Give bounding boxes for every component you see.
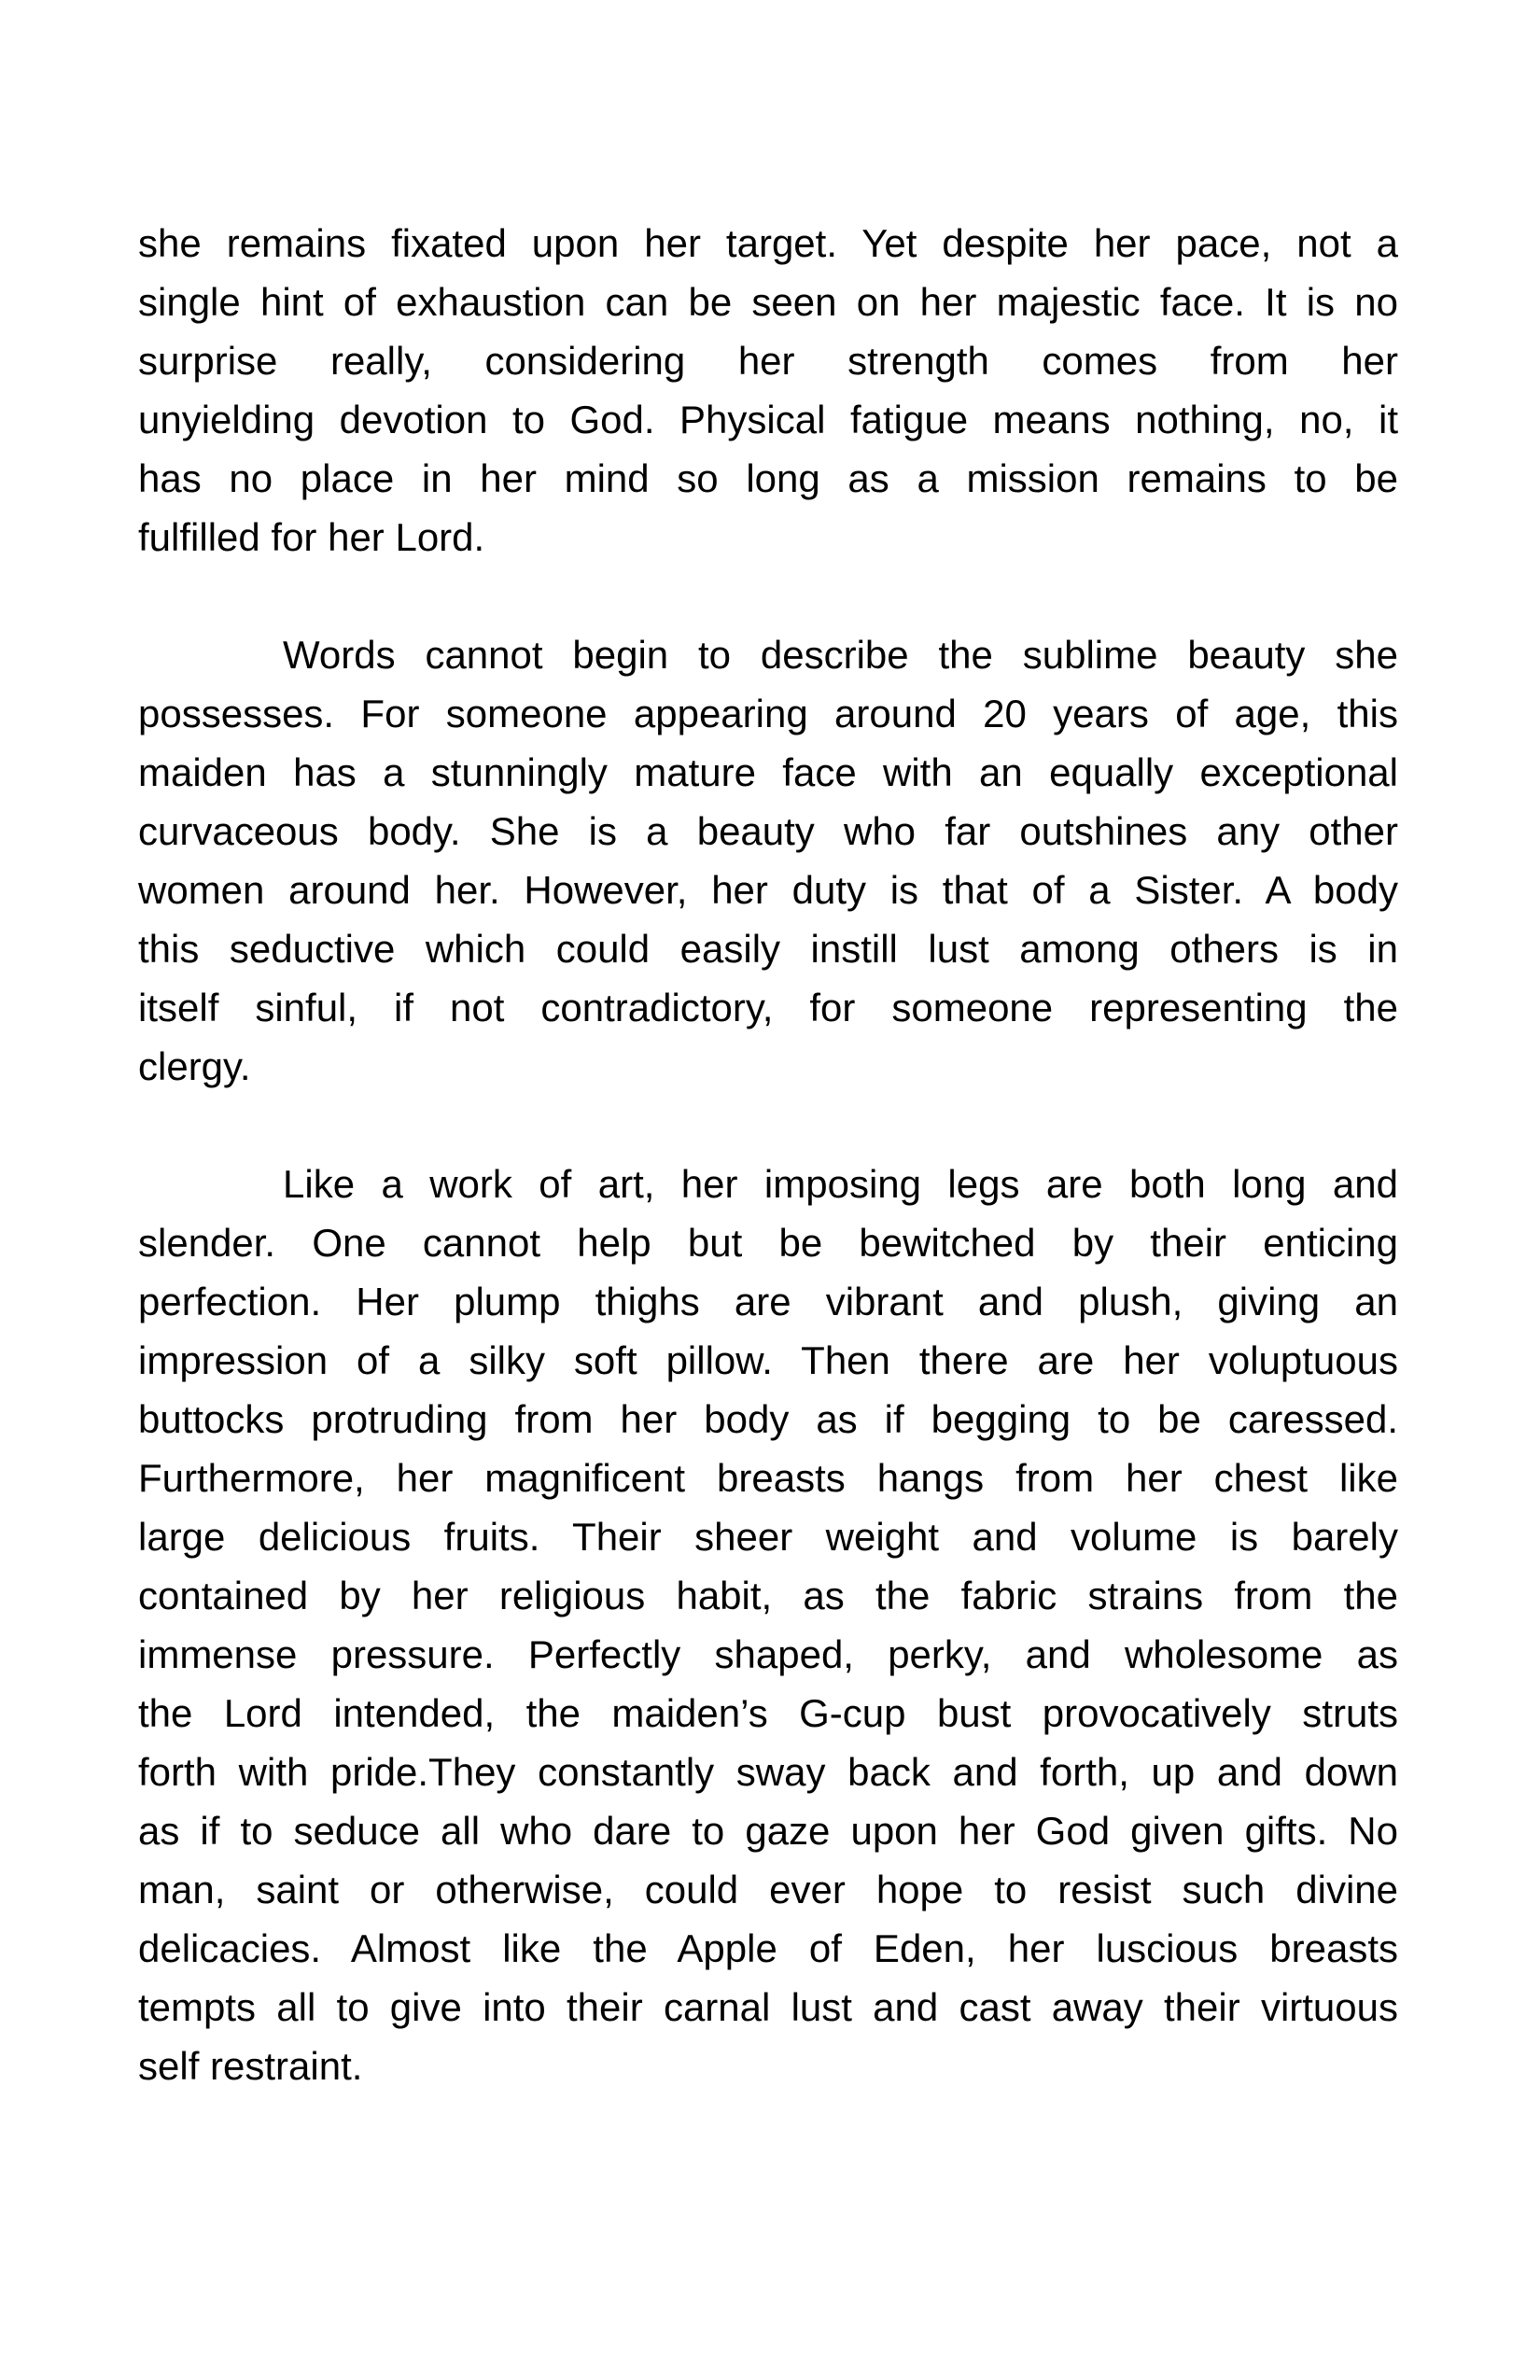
text-line: contained by her religious habit, as the fabric strains from the	[138, 1574, 1398, 1617]
text-line: this seductive which could easily instill lust among others is in	[138, 927, 1398, 971]
text-line: forth with pride.They constantly sway back and forth, up and down	[138, 1750, 1398, 1794]
text-line: possesses. For someone appearing around 20 years of age, this	[138, 692, 1398, 735]
text-line: itself sinful, if not contradictory, for someone representing the	[138, 986, 1398, 1029]
paragraph	[138, 214, 1398, 567]
text-line: Furthermore, her magnificent breasts hangs from her chest like	[138, 1456, 1398, 1500]
text-line: perfection. Her plump thighs are vibrant and plush, giving an	[138, 1280, 1398, 1323]
text-line: single hint of exhaustion can be seen on her majestic face. It is no	[138, 280, 1398, 324]
text-line: immense pressure. Perfectly shaped, perky, and wholesome as	[138, 1632, 1398, 1676]
paragraph	[138, 1155, 1398, 2095]
text-line: self restraint.	[138, 2044, 363, 2088]
text-line: surprise really, considering her strength comes from her	[138, 339, 1398, 383]
text-line: Words cannot begin to describe the sublime beauty she	[283, 633, 1398, 677]
text-line: curvaceous body. She is a beauty who far outshines any other	[138, 809, 1398, 853]
text-line: women around her. However, her duty is that of a Sister. A body	[138, 868, 1398, 912]
text-line: Like a work of art, her imposing legs are both long and	[283, 1162, 1398, 1206]
text-line: unyielding devotion to God. Physical fatigue means nothing, no, it	[138, 398, 1398, 441]
text-line: buttocks protruding from her body as if begging to be caressed.	[138, 1397, 1398, 1441]
text-line: fulfilled for her Lord.	[138, 515, 485, 559]
text-line: has no place in her mind so long as a mission remains to be	[138, 456, 1398, 500]
text-line: tempts all to give into their carnal lust and cast away their virtuous	[138, 1985, 1398, 2029]
text-line: the Lord intended, the maiden’s G-cup bust provocatively struts	[138, 1691, 1398, 1735]
text-body	[138, 214, 1398, 2095]
text-line: man, saint or otherwise, could ever hope to resist such divine	[138, 1868, 1398, 1911]
text-line: as if to seduce all who dare to gaze upon her God given gifts. No	[138, 1809, 1398, 1853]
text-line: delicacies. Almost like the Apple of Eden, her luscious breasts	[138, 1926, 1398, 1970]
text-line: impression of a silky soft pillow. Then there are her voluptuous	[138, 1338, 1398, 1382]
text-line: she remains fixated upon her target. Yet despite her pace, not a	[138, 221, 1398, 265]
text-line: slender. One cannot help but be bewitched by their enticing	[138, 1221, 1398, 1265]
text-line: maiden has a stunningly mature face with an equally exceptional	[138, 750, 1398, 794]
text-line: clergy.	[138, 1044, 251, 1088]
paragraph	[138, 625, 1398, 1096]
text-line: large delicious fruits. Their sheer weight and volume is barely	[138, 1515, 1398, 1559]
